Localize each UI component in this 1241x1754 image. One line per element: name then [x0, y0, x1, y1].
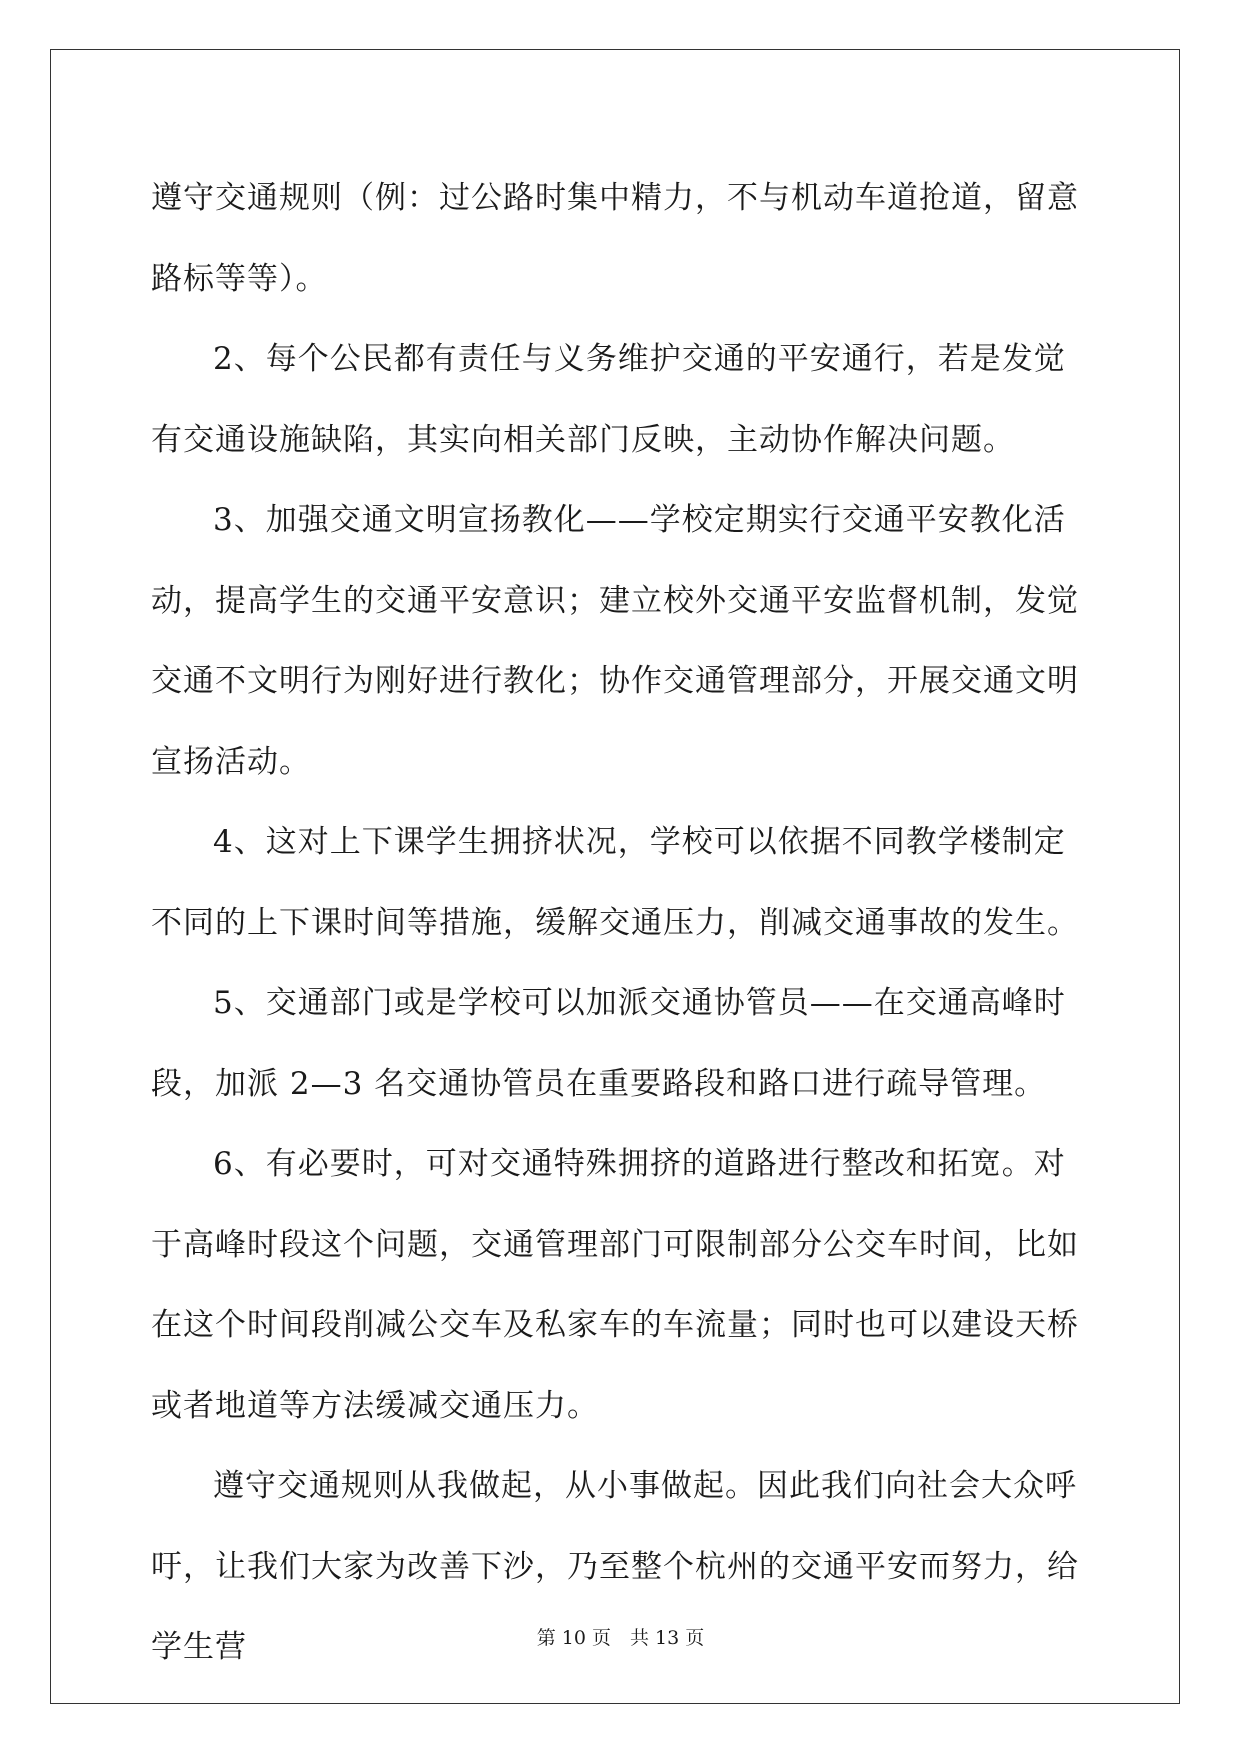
- paragraph-1: 遵守交通规则（例：过公路时集中精力，不与机动车道抢道，留意路标等等）。: [151, 180, 1079, 297]
- paragraph-2: 2、每个公民都有责任与义务维护交通的平安通行，若是发觉有交通设施缺陷，其实向相关部门反映，主动协作解决问题。: [151, 341, 1066, 458]
- paragraph-5: 5、交通部门或是学校可以加派交通协管员——在交通高峰时段，加派 2—3 名交通协管员在重要路段和路口进行疏导管理。: [151, 985, 1066, 1102]
- page-number-footer: 第 10 页 共 13 页: [536, 1627, 705, 1649]
- document-body: [151, 158, 1086, 1688]
- paragraph-4: 4、这对上下课学生拥挤状况，学校可以依据不同教学楼制定不同的上下课时间等措施，缓解交通压力，削减交通事故的发生。: [151, 824, 1079, 941]
- paragraph-7: 遵守交通规则从我做起，从小事做起。因此我们向社会大众呼吁，让我们大家为改善下沙，乃至整个杭州的交通平安而努力，给学生营: [151, 1468, 1079, 1665]
- paragraph-6: 6、有必要时，可对交通特殊拥挤的道路进行整改和拓宽。对于高峰时段这个问题，交通管理部门可限制部分公交车时间，比如在这个时间段削减公交车及私家车的车流量；同时也可以建设天桥或者地道等方法缓减交通压力。: [151, 1146, 1079, 1424]
- paragraph-3: 3、加强交通文明宣扬教化——学校定期实行交通平安教化活动，提高学生的交通平安意识；建立校外交通平安监督机制，发觉交通不文明行为刚好进行教化；协作交通管理部分，开展交通文明宣扬活动。: [151, 502, 1079, 780]
